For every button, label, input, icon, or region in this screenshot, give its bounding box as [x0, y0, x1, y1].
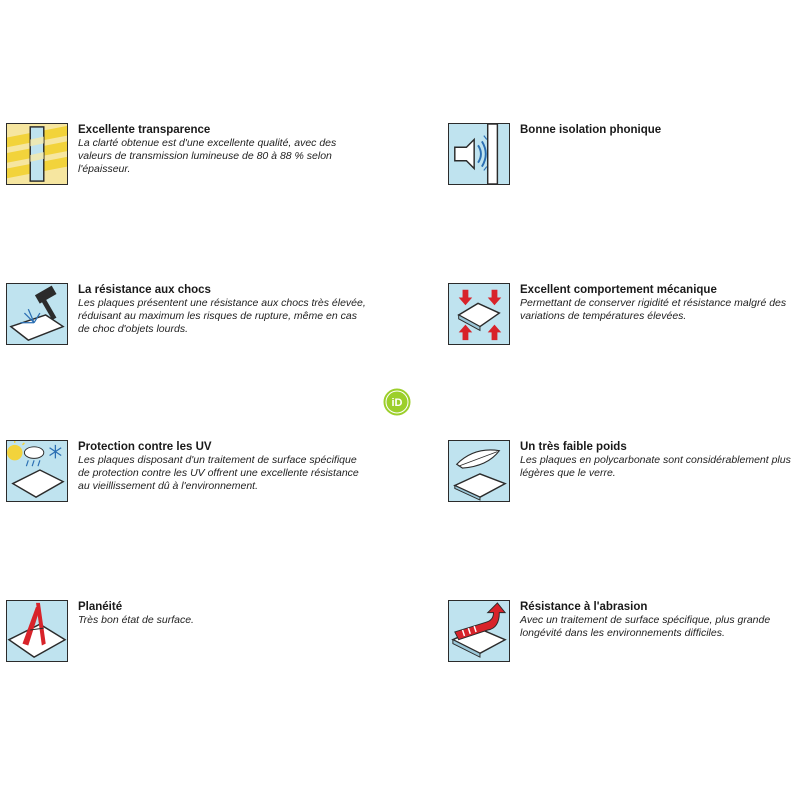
feather-icon — [448, 440, 510, 502]
feature-uv-protection — [6, 440, 359, 510]
feature-description: La clarté obtenue est d'une excellente qualité, avec des valeurs de transmission lumineuse de 80 à 88 % selon l'épaisseur. — [78, 137, 337, 175]
feature-title: Planéité — [78, 601, 123, 613]
feature-title: Bonne isolation phonique — [520, 124, 662, 136]
feature-title: Protection contre les UV — [78, 441, 212, 453]
transparency-icon — [6, 123, 68, 185]
pressure-arrows-icon — [448, 283, 510, 345]
feature-title: La résistance aux chocs — [78, 284, 211, 296]
feature-flatness — [6, 600, 356, 670]
feature-title: Résistance à l'abrasion — [520, 601, 648, 613]
feature-description: Les plaques présentent une résistance aux chocs très élevée, réduisant au maximum les risques de rupture, même en cas de choc d'objets lourds. — [78, 297, 366, 335]
feature-transparency — [6, 123, 356, 193]
feature-sound-insulation — [448, 123, 798, 193]
feature-impact-resistance — [6, 283, 366, 353]
feature-description: Très bon état de surface. — [78, 614, 194, 626]
feature-description: Avec un traitement de surface spécifique, plus grande longévité dans les environnements difficiles. — [520, 614, 771, 639]
brand-logo-icon — [382, 387, 412, 417]
abrasion-arrow-icon — [448, 600, 510, 662]
feature-title: Excellente transparence — [78, 124, 211, 136]
feature-abrasion-resistance — [448, 600, 798, 670]
weather-uv-icon — [6, 440, 68, 502]
sound-insulation-icon — [448, 123, 510, 185]
flatness-ruler-icon — [6, 600, 68, 662]
feature-title: Excellent comportement mécanique — [520, 284, 717, 296]
feature-description: Permettant de conserver rigidité et résistance malgré des variations de températures élevées. — [520, 297, 787, 322]
hammer-impact-icon — [6, 283, 68, 345]
feature-title: Un très faible poids — [520, 441, 627, 453]
feature-light-weight — [448, 440, 798, 510]
logo-text: iD — [391, 397, 403, 409]
feature-mechanical-behavior — [448, 283, 798, 353]
feature-description: Les plaques disposant d'un traitement de surface spécifique de protection contre les UV offrent une excellente résistance au vieillissement dû à l'environnement. — [78, 454, 359, 492]
feature-description: Les plaques en polycarbonate sont considérablement plus légères que le verre. — [520, 454, 791, 479]
